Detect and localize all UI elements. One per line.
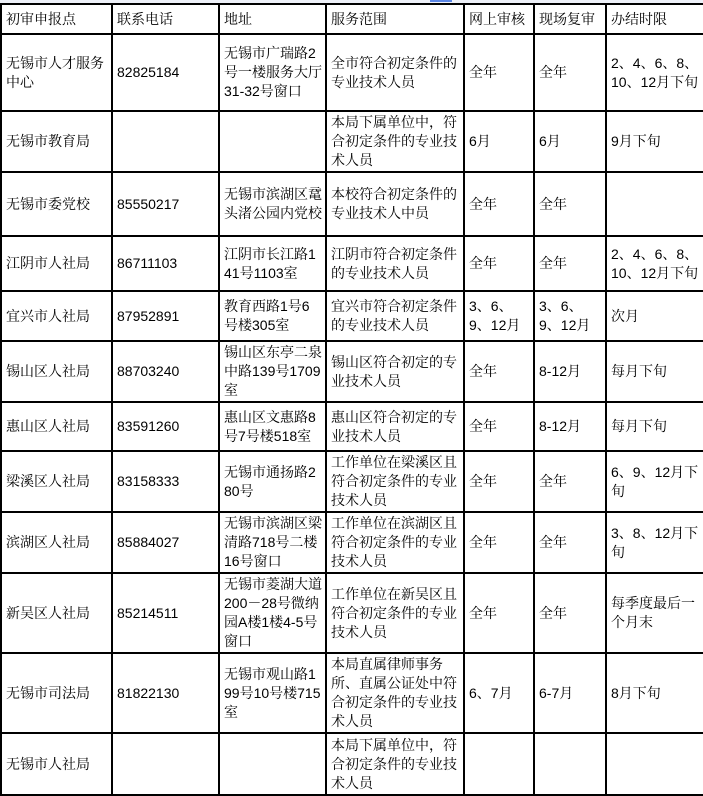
cell-deadline: 8月下旬	[606, 653, 703, 733]
cell-deadline: 3、8、12月下旬	[606, 512, 703, 573]
table-row	[1, 653, 703, 733]
cell-review-point: 无锡市人社局	[1, 733, 112, 795]
column-header-phone: 联系电话	[112, 4, 219, 34]
cell-review-point: 锡山区人社局	[1, 341, 112, 402]
cell-review-point: 无锡市委党校	[1, 172, 112, 236]
cell-online-review: 全年	[464, 573, 534, 653]
cell-deadline: 6、9、12月下旬	[606, 451, 703, 512]
cell-onsite-review: 全年	[534, 236, 606, 291]
table-row	[1, 402, 703, 451]
cell-address: 无锡市通扬路280号	[219, 451, 326, 512]
cell-deadline: 每月下旬	[606, 402, 703, 451]
cell-review-point: 宜兴市人社局	[1, 291, 112, 341]
cell-deadline: 2、4、6、8、10、12月下旬	[606, 236, 703, 291]
cell-review-point: 无锡市人才服务中心	[1, 34, 112, 111]
cell-address: 惠山区文惠路8号7号楼518室	[219, 402, 326, 451]
cell-service-scope: 本局下属单位中，符合初定条件的专业技术人员	[326, 111, 464, 172]
cell-service-scope: 本局直属律师事务所、直属公证处中符合初定条件的专业技术人员	[326, 653, 464, 733]
cell-deadline: 每季度最后一个月末	[606, 573, 703, 653]
cell-service-scope: 惠山区符合初定的专业技术人员	[326, 402, 464, 451]
table-row	[1, 733, 703, 795]
cell-phone: 81822130	[112, 653, 219, 733]
table-row	[1, 291, 703, 341]
cell-phone: 86711103	[112, 236, 219, 291]
cell-address: 无锡市观山路199号10号楼715室	[219, 653, 326, 733]
page-top-margin	[0, 0, 703, 3]
cell-online-review: 全年	[464, 451, 534, 512]
cell-address: 江阴市长江路141号1103室	[219, 236, 326, 291]
cell-phone: 85214511	[112, 573, 219, 653]
cell-address	[219, 111, 326, 172]
table-row	[1, 573, 703, 653]
cell-address: 教育西路1号6号楼305室	[219, 291, 326, 341]
cell-onsite-review: 8-12月	[534, 341, 606, 402]
cell-address: 无锡市广瑞路2号一楼服务大厅31-32号窗口	[219, 34, 326, 111]
table-row	[1, 111, 703, 172]
cell-phone: 88703240	[112, 341, 219, 402]
cell-deadline: 次月	[606, 291, 703, 341]
cell-service-scope: 本校符合初定条件的专业技术人中员	[326, 172, 464, 236]
cell-address: 锡山区东亭二泉中路139号1709室	[219, 341, 326, 402]
cell-onsite-review: 8-12月	[534, 402, 606, 451]
cell-onsite-review: 3、6、9、12月	[534, 291, 606, 341]
cell-service-scope: 锡山区符合初定的专业技术人员	[326, 341, 464, 402]
cell-deadline: 2、4、6、8、10、12月下旬	[606, 34, 703, 111]
cell-online-review: 全年	[464, 402, 534, 451]
table-row	[1, 236, 703, 291]
cell-review-point: 滨湖区人社局	[1, 512, 112, 573]
cell-address: 无锡市滨湖区鼋头渚公园内党校	[219, 172, 326, 236]
table-row	[1, 451, 703, 512]
cell-deadline	[606, 172, 703, 236]
cell-service-scope: 全市符合初定条件的专业技术人员	[326, 34, 464, 111]
cell-online-review	[464, 733, 534, 795]
column-header-address: 地址	[219, 4, 326, 34]
cell-review-point: 无锡市教育局	[1, 111, 112, 172]
cell-phone: 87952891	[112, 291, 219, 341]
cell-onsite-review: 全年	[534, 451, 606, 512]
column-header-review-point: 初审申报点	[1, 4, 112, 34]
table-row	[1, 34, 703, 111]
cell-service-scope: 宜兴市符合初定条件的专业技术人员	[326, 291, 464, 341]
cell-online-review: 全年	[464, 512, 534, 573]
cell-phone: 85884027	[112, 512, 219, 573]
cell-service-scope: 工作单位在新吴区且符合初定条件的专业技术人员	[326, 573, 464, 653]
cell-onsite-review	[534, 733, 606, 795]
cell-address	[219, 733, 326, 795]
cell-onsite-review: 全年	[534, 34, 606, 111]
cell-address: 无锡市菱湖大道200－28号微纳园A楼1楼4-5号窗口	[219, 573, 326, 653]
cell-service-scope: 本局下属单位中，符合初定条件的专业技术人员	[326, 733, 464, 795]
cell-service-scope: 工作单位在滨湖区且符合初定条件的专业技术人员	[326, 512, 464, 573]
cell-onsite-review: 全年	[534, 573, 606, 653]
cell-phone: 85550217	[112, 172, 219, 236]
cell-online-review: 6月	[464, 111, 534, 172]
column-header-deadline: 办结时限	[606, 4, 703, 34]
cell-deadline: 9月下旬	[606, 111, 703, 172]
cell-online-review: 3、6、9、12月	[464, 291, 534, 341]
table-row	[1, 512, 703, 573]
cell-phone: 82825184	[112, 34, 219, 111]
cell-review-point: 江阴市人社局	[1, 236, 112, 291]
cell-online-review: 6、7月	[464, 653, 534, 733]
cell-service-scope: 江阴市符合初定条件的专业技术人员	[326, 236, 464, 291]
cell-service-scope: 工作单位在梁溪区且符合初定条件的专业技术人员	[326, 451, 464, 512]
cell-phone: 83591260	[112, 402, 219, 451]
table-row	[1, 172, 703, 236]
column-header-onsite-review: 现场复审	[534, 4, 606, 34]
cell-onsite-review: 6月	[534, 111, 606, 172]
cell-review-point: 新吴区人社局	[1, 573, 112, 653]
column-header-service-scope: 服务范围	[326, 4, 464, 34]
cell-address: 无锡市滨湖区梁清路718号二楼16号窗口	[219, 512, 326, 573]
cell-online-review: 全年	[464, 172, 534, 236]
cell-review-point: 无锡市司法局	[1, 653, 112, 733]
cell-online-review: 全年	[464, 34, 534, 111]
cell-phone	[112, 111, 219, 172]
cell-onsite-review: 6-7月	[534, 653, 606, 733]
cell-review-point: 惠山区人社局	[1, 402, 112, 451]
initial-review-points-table	[0, 3, 703, 796]
cell-review-point: 梁溪区人社局	[1, 451, 112, 512]
cell-phone: 83158333	[112, 451, 219, 512]
header-row	[1, 4, 703, 34]
cell-phone	[112, 733, 219, 795]
table-row	[1, 341, 703, 402]
cell-online-review: 全年	[464, 236, 534, 291]
cell-deadline	[606, 733, 703, 795]
selection-accent-mark	[430, 0, 452, 2]
cell-onsite-review: 全年	[534, 512, 606, 573]
column-header-online-review: 网上审核	[464, 4, 534, 34]
cell-deadline: 每月下旬	[606, 341, 703, 402]
cell-onsite-review: 全年	[534, 172, 606, 236]
cell-online-review: 全年	[464, 341, 534, 402]
